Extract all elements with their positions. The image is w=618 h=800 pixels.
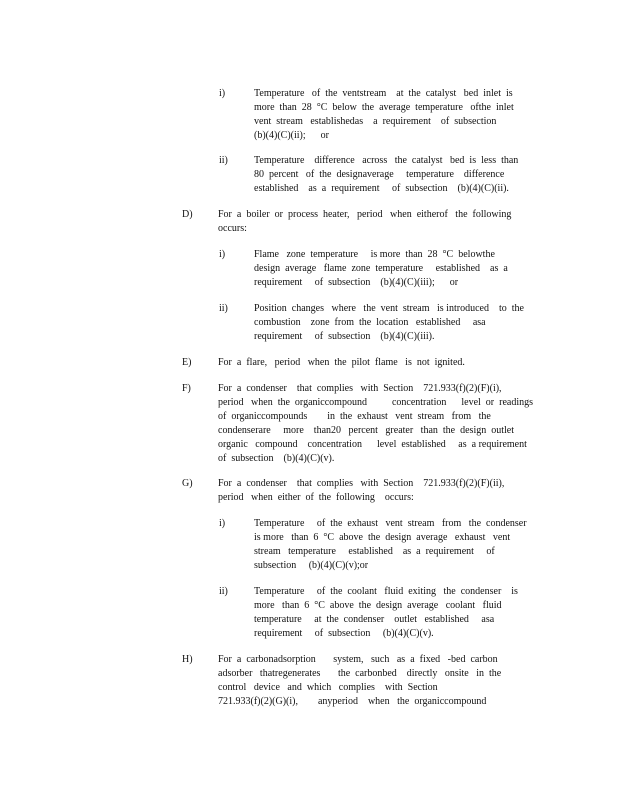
text-line: For a boiler or process heater, period when eitherof the following [218, 209, 512, 220]
text-line: Temperature difference across the catalyst bed is less than [254, 155, 519, 166]
text-line: requirement of subsection (b)(4)(C)(iii). [254, 331, 435, 342]
text-line: combustion zone from the location established asa [254, 317, 486, 328]
item-marker: E) [182, 357, 192, 368]
item-marker: ii) [219, 155, 228, 166]
item-text [254, 87, 539, 143]
item-text [218, 356, 540, 370]
text-line: is more than 6 °C above the design average exhaust vent [254, 532, 511, 543]
item-text [254, 585, 539, 641]
item-text [218, 382, 540, 466]
item-marker: i) [219, 518, 226, 529]
text-line: period when either of the following occurs: [218, 492, 414, 503]
text-line: Temperature of the coolant fluid exiting the condenser is [254, 586, 518, 597]
text-line: organic compound concentration level established as a requirement [218, 439, 527, 450]
text-line: Flame zone temperature is more than 28 °C belowthe [254, 249, 495, 260]
item-text [254, 248, 539, 290]
item-text [254, 517, 539, 573]
text-line: condenserare more than20 percent greater than the design outlet [218, 425, 515, 436]
text-line: 721.933(f)(2)(G)(i), anyperiod when the organiccompound [218, 696, 487, 707]
text-line: temperature at the condenser outlet established asa [254, 614, 495, 625]
text-line: more than 6 °C above the design average coolant fluid [254, 600, 502, 611]
item-text [254, 302, 539, 344]
text-line: requirement of subsection (b)(4)(C)(v). [254, 628, 434, 639]
item-marker: ii) [219, 586, 228, 597]
text-line: vent stream establishedas a requirement of subsection [254, 116, 497, 127]
text-line: subsection (b)(4)(C)(v);or [254, 560, 369, 571]
text-line: design average flame zone temperature established as a [254, 263, 508, 274]
text-line: control device and which complies with Section [218, 682, 438, 693]
item-text [254, 154, 539, 196]
text-line: occurs: [218, 223, 247, 234]
item-text [218, 208, 540, 236]
text-line: more than 28 °C below the average temperature ofthe inlet [254, 102, 514, 113]
text-line: For a condenser that complies with Section 721.933(f)(2)(F)(ii), [218, 478, 505, 489]
text-line: stream temperature established as a requirement of [254, 546, 495, 557]
text-line: requirement of subsection (b)(4)(C)(iii); or [254, 277, 459, 288]
text-line: (b)(4)(C)(ii); or [254, 130, 329, 141]
item-marker: D) [182, 209, 193, 220]
item-text [218, 653, 540, 709]
text-line: period when the organiccompound concentration level or readings [218, 397, 534, 408]
text-line: Temperature of the ventstream at the catalyst bed inlet is [254, 88, 513, 99]
text-line: 80 percent of the designaverage temperature difference [254, 169, 505, 180]
item-marker: H) [182, 654, 193, 665]
item-marker: F) [182, 383, 191, 394]
text-line: of organiccompounds in the exhaust vent stream from the [218, 411, 491, 422]
text-line: established as a requirement of subsection (b)(4)(C)(ii). [254, 183, 509, 194]
text-line: For a condenser that complies with Section 721.933(f)(2)(F)(i), [218, 383, 502, 394]
item-marker: G) [182, 478, 193, 489]
text-line: Position changes where the vent stream is introduced to the [254, 303, 524, 314]
item-marker: i) [219, 88, 226, 99]
text-line: adsorber thatregenerates the carbonbed directly onsite in the [218, 668, 502, 679]
text-line: For a carbonadsorption system, such as a fixed -bed carbon [218, 654, 498, 665]
item-text [218, 477, 540, 505]
text-line: of subsection (b)(4)(C)(v). [218, 453, 335, 464]
text-line: For a flare, period when the pilot flame is not ignited. [218, 357, 465, 368]
item-marker: ii) [219, 303, 228, 314]
text-line: Temperature of the exhaust vent stream from the condenser [254, 518, 527, 529]
item-marker: i) [219, 249, 226, 260]
